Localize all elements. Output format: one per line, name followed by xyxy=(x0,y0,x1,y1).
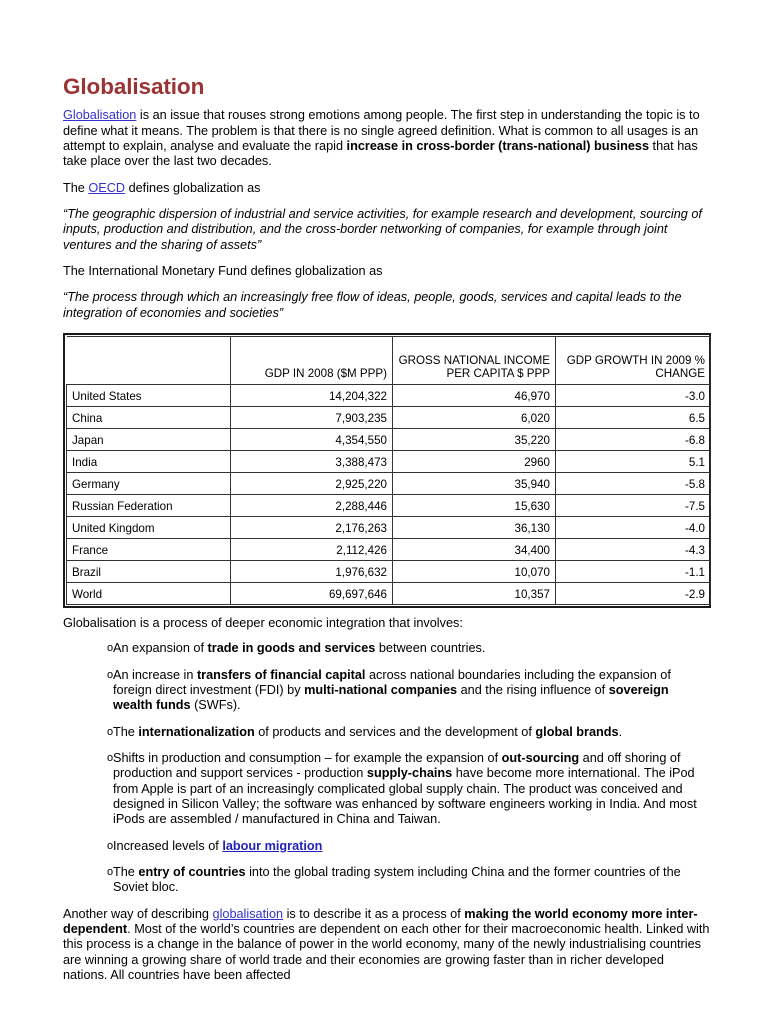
closing-bold-phrase: making the world economy more inter-dependent xyxy=(63,906,698,937)
cell-gdp: 14,204,322 xyxy=(231,384,393,406)
cell-gdp: 2,176,263 xyxy=(231,516,393,538)
page-title: Globalisation xyxy=(63,74,205,99)
cell-growth: -2.9 xyxy=(556,582,711,604)
list-item-bold-text: internationalization xyxy=(138,724,255,739)
bullet-marker-icon: o xyxy=(107,725,114,738)
economic-data-table xyxy=(66,336,711,605)
cell-gni: 35,220 xyxy=(393,428,556,450)
oecd-lead-b: defines globalization as xyxy=(125,180,261,195)
list-item-text: Shifts in production and consumption – for example the expansion of xyxy=(113,751,502,766)
process-lead-paragraph: Globalisation is a process of deeper economic integration that involves: xyxy=(63,615,463,630)
cell-gdp: 2,288,446 xyxy=(231,494,393,516)
cell-gdp: 7,903,235 xyxy=(231,406,393,428)
table-row xyxy=(67,516,711,538)
intro-bold-phrase: increase in cross-border (trans-national) business xyxy=(346,138,650,153)
table-row xyxy=(67,582,711,604)
list-item xyxy=(63,668,711,714)
cell-growth: 6.5 xyxy=(556,406,711,428)
cell-gdp: 69,697,646 xyxy=(231,582,393,604)
intro-text-a: is an issue that rouses strong emotions among people. The first step in understanding the topic is to define what it means. The problem is that there is no single agreed definition. What is common to all usages is an attempt to explain, analyse and evaluate the rapid xyxy=(63,108,700,153)
cell-country: France xyxy=(67,538,231,560)
list-item xyxy=(63,839,711,854)
list-item-text: (SWFs). xyxy=(190,698,241,713)
list-item-bold-text: sovereign wealth funds xyxy=(113,683,669,713)
closing-text-c: . Most of the world’s countries are dependent on each other for their macroeconomic health. Linked with this process is a change in the balance of power in the world economy, many of the newly industrialising countries are winning a growing share of world trade and their economies are growing faster than in richer developed nations. All countries have been affected xyxy=(63,922,710,983)
cell-gni: 36,130 xyxy=(393,516,556,538)
list-item-text: . xyxy=(618,724,623,739)
intro-text-b: that has take place over the last two decades. xyxy=(63,138,698,169)
cell-gni: 46,970 xyxy=(393,384,556,406)
column-header-gni: GROSS NATIONAL INCOME PER CAPITA $ PPP xyxy=(393,336,556,384)
column-header-country xyxy=(67,336,231,384)
cell-country: Japan xyxy=(67,428,231,450)
list-item-text: across national boundaries including the expansion of foreign direct investment (FDI) by xyxy=(113,667,671,697)
cell-country: China xyxy=(67,406,231,428)
table-row xyxy=(67,494,711,516)
list-item-text: into the global trading system including China and the former countries of the Soviet bloc. xyxy=(113,865,681,895)
cell-gdp: 2,925,220 xyxy=(231,472,393,494)
cell-gdp: 1,976,632 xyxy=(231,560,393,582)
column-header-gdp: GDP IN 2008 ($M PPP) xyxy=(231,336,393,384)
economic-data-table-wrapper xyxy=(63,333,711,608)
list-item-bold-text: global brands xyxy=(535,724,619,739)
cell-country: World xyxy=(67,582,231,604)
list-item-bold-text: trade in goods and services xyxy=(207,641,376,656)
list-item-bold-text: multi-national companies xyxy=(304,683,458,697)
list-item xyxy=(63,641,711,656)
list-item-text: The xyxy=(113,724,139,739)
list-item-text: An expansion of xyxy=(113,641,208,656)
table-body xyxy=(67,384,711,604)
list-item-bold-text: supply-chains xyxy=(366,766,453,781)
list-item xyxy=(63,865,711,896)
cell-growth: -5.8 xyxy=(556,472,711,494)
imf-quote: “The process through which an increasingly free flow of ideas, people, goods, services and capital leads to the integration of economies and societies” xyxy=(63,290,682,320)
list-item-bold-text: entry of countries xyxy=(138,865,246,880)
table-header xyxy=(67,336,711,384)
table-row xyxy=(67,428,711,450)
cell-growth: 5.1 xyxy=(556,450,711,472)
cell-gdp: 2,112,426 xyxy=(231,538,393,560)
imf-lead-paragraph: The International Monetary Fund defines globalization as xyxy=(63,263,383,278)
cell-gni: 10,357 xyxy=(393,582,556,604)
table-row xyxy=(67,450,711,472)
cell-growth: -3.0 xyxy=(556,384,711,406)
labour-migration-link[interactable]: labour migration xyxy=(222,838,323,853)
table-row xyxy=(67,560,711,582)
cell-country: India xyxy=(67,450,231,472)
globalisation-link[interactable]: Globalisation xyxy=(63,108,137,123)
list-item xyxy=(63,751,711,828)
list-item-text: The xyxy=(113,865,139,880)
list-item-bold-text: out-sourcing xyxy=(501,751,580,766)
list-item-text: An increase in xyxy=(113,667,197,682)
list-item xyxy=(63,725,711,740)
list-item-text: of products and services and the development of xyxy=(254,724,536,739)
cell-gni: 15,630 xyxy=(393,494,556,516)
list-item-text: between countries. xyxy=(375,641,486,656)
oecd-lead-paragraph xyxy=(63,181,711,196)
cell-country: Germany xyxy=(67,472,231,494)
column-header-growth: GDP GROWTH IN 2009 % CHANGE xyxy=(556,336,711,384)
process-bullet-list xyxy=(63,641,711,895)
cell-gdp: 4,354,550 xyxy=(231,428,393,450)
bullet-marker-icon: o xyxy=(107,866,114,879)
table-row xyxy=(67,384,711,406)
cell-country: United States xyxy=(67,384,231,406)
cell-growth: -1.1 xyxy=(556,560,711,582)
oecd-link[interactable]: OECD xyxy=(88,180,126,195)
cell-country: Russian Federation xyxy=(67,494,231,516)
closing-text-a: Another way of describing xyxy=(63,906,213,921)
list-item-text: and the rising influence of xyxy=(457,683,609,697)
oecd-quote: “The geographic dispersion of industrial and service activities, for example research and development, sourcing of inputs, production and distribution, and the cross-border networking of companies, for example through joint ventures and the sharing of assets” xyxy=(63,206,702,252)
cell-gni: 10,070 xyxy=(393,560,556,582)
oecd-lead-a: The xyxy=(63,180,89,195)
cell-gni: 6,020 xyxy=(393,406,556,428)
bullet-marker-icon: o xyxy=(107,642,114,655)
closing-paragraph xyxy=(63,907,711,984)
list-item-text: and off shoring of production and support services - production xyxy=(113,751,681,781)
cell-gni: 34,400 xyxy=(393,538,556,560)
cell-growth: -6.8 xyxy=(556,428,711,450)
cell-gni: 2960 xyxy=(393,450,556,472)
list-item-text: have become more international. The iPod from Apple is part of an increasingly complicated global supply chain. The product was conceived and designed in Silicon Valley; the software was enhanced by software engineers working in India. And most iPods are assembled / manufactured in China and Taiwan. xyxy=(113,766,697,827)
table-row xyxy=(67,472,711,494)
cell-gni: 35,940 xyxy=(393,472,556,494)
list-item-text: Increased levels of xyxy=(113,838,223,853)
list-item-bold-text: transfers of financial capital xyxy=(196,667,366,682)
cell-growth: -4.0 xyxy=(556,516,711,538)
cell-country: United Kingdom xyxy=(67,516,231,538)
table-row xyxy=(67,406,711,428)
table-header-row xyxy=(67,336,711,384)
cell-growth: -4.3 xyxy=(556,538,711,560)
document-content xyxy=(63,74,711,995)
table-row xyxy=(67,538,711,560)
cell-country: Brazil xyxy=(67,560,231,582)
bullet-marker-icon: o xyxy=(107,839,114,852)
intro-paragraph xyxy=(63,108,711,169)
globalisation-link-2[interactable]: globalisation xyxy=(212,906,284,921)
closing-text-b: is to describe it as a process of xyxy=(283,906,465,921)
bullet-marker-icon: o xyxy=(107,668,114,681)
bullet-marker-icon: o xyxy=(107,752,114,765)
cell-growth: -7.5 xyxy=(556,494,711,516)
cell-gdp: 3,388,473 xyxy=(231,450,393,472)
